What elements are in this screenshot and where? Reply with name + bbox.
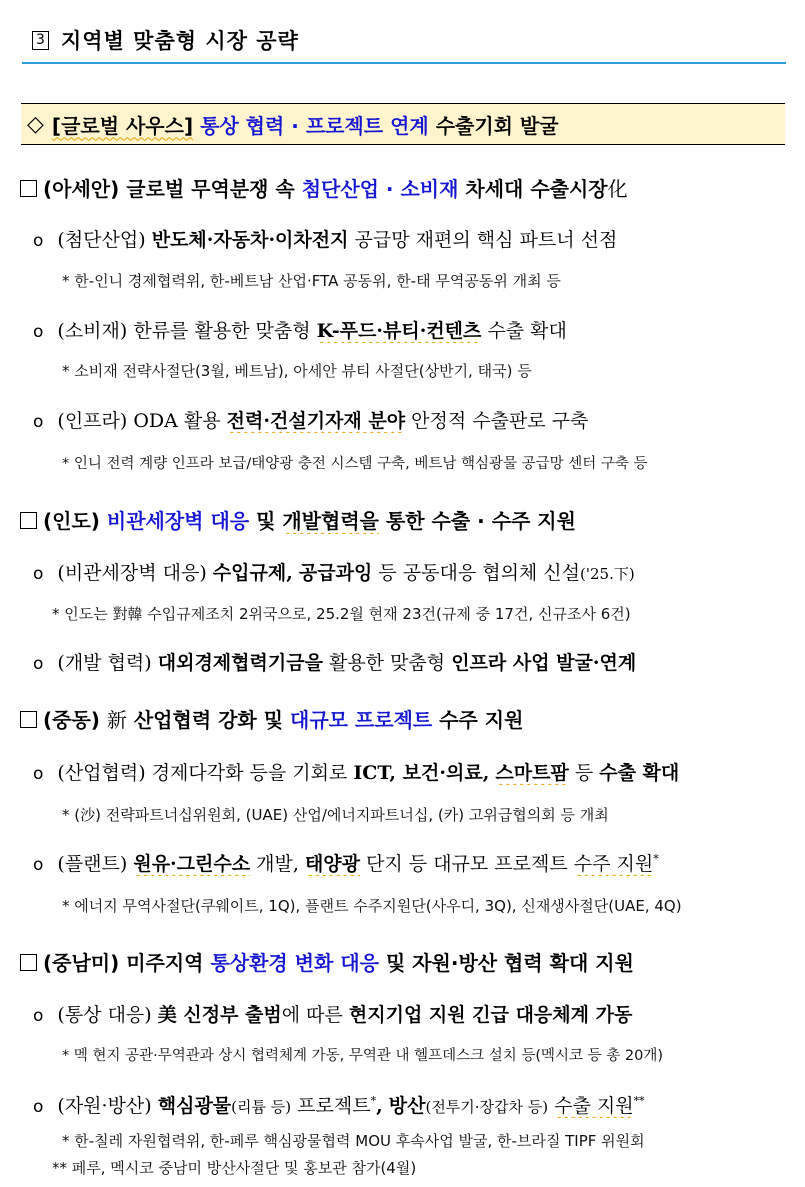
circle-bullet-icon: o [33,322,44,342]
subsection-prefix: [글로벌 사우스] [51,113,194,138]
subsection-banner [21,103,785,145]
circle-bullet-icon: o [33,412,44,432]
latam-item-resources: o (자원·방산) 핵심광물(리튬 등) 프로젝트*, 방산(전투기·장갑차 등) 수출 지원** [33,1094,645,1117]
circle-bullet-icon: o [33,764,44,784]
latam-note-1: * 멕 현지 공관·무역관과 상시 협력체계 가동, 무역관 내 헬프데스크 설치 등(멕시코 등 총 20개) [62,1048,664,1064]
section-title: 지역별 맞춤형 시장 공략 [61,29,299,53]
middle-east-item-plant: o (플랜트) 원유·그린수소 개발, 태양광 단지 등 대규모 프로젝트 수주 지원* [33,852,659,875]
square-bullet-icon [20,180,37,197]
india-note-1: * 인도는 對韓 수입규제조치 2위국으로, 25.2월 현재 23건(규제 중 17건, 신규조사 6건) [52,605,631,623]
square-bullet-icon [20,512,37,529]
asean-note-2: * 소비재 전략사절단(3월, 베트남), 아세안 뷰티 사절단(상반기, 태국) 등 [62,362,532,380]
circle-bullet-icon: o [33,1097,44,1117]
circle-bullet-icon: o [33,654,44,674]
square-bullet-icon [20,954,37,971]
section-number: 3 [32,31,49,50]
latam-heading: (중남미) 미주지역 통상환경 변화 대응 및 자원·방산 협력 확대 지원 [20,947,805,976]
asean-item-advanced: o (첨단산업) 반도체·자동차·이차전지 공급망 재편의 핵심 파트너 선점 [33,229,618,251]
circle-bullet-icon: o [33,564,44,584]
square-bullet-icon [20,711,37,728]
india-item-ntb: o (비관세장벽 대응) 수입규제, 공급과잉 등 공동대응 협의체 신설('25.下) [33,562,635,584]
circle-bullet-icon: o [33,855,44,875]
india-item-dev: o (개발 협력) 대외경제협력기금을 활용한 맞춤형 인프라 사업 발굴·연계 [33,652,637,674]
asean-note-1: * 한-인니 경제협력위, 한-베트남 산업·FTA 공동위, 한-태 무역공동위 개최 등 [62,272,561,290]
circle-bullet-icon: o [33,231,44,251]
diamond-icon: ◇ [27,111,44,137]
india-heading: (인도) 비관세장벽 대응 및 개발협력을 통한 수출 · 수주 지원 [20,505,805,534]
latam-note-3: ** 페루, 멕시코 중남미 방산사절단 및 홍보관 참가(4월) [52,1159,417,1177]
section-header [22,18,786,64]
latam-item-trade: o (통상 대응) 美 신정부 출범에 따른 현지기업 지원 긴급 대응체계 가동 [33,1004,633,1026]
circle-bullet-icon: o [33,1006,44,1026]
middle-east-heading: (중동) 新 산업협력 강화 및 대규모 프로젝트 수주 지원 [20,704,805,733]
subsection-suffix: 수출기회 발굴 [435,113,559,138]
middle-east-note-1: * (沙) 전략파트너십위원회, (UAE) 산업/에너지파트너십, (카) 고위급협의회 등 개최 [62,806,609,824]
asean-note-3: * 인니 전력 계량 인프라 보급/태양광 충전 시스템 구축, 베트남 핵심광물 공급망 센터 구축 등 [62,456,648,472]
latam-note-2: * 한-칠레 자원협력위, 한-페루 핵심광물협력 MOU 후속사업 발굴, 한-브라질 TIPF 위원회 [62,1132,645,1150]
middle-east-note-2: * 에너지 무역사절단(쿠웨이트, 1Q), 플랜트 수주지원단(사우디, 3Q), 신재생사절단(UAE, 4Q) [62,897,682,915]
asean-heading: (아세안) 글로벌 무역분쟁 속 첨단산업 · 소비재 차세대 수출시장化 [20,173,805,202]
middle-east-item-industry: o (산업협력) 경제다각화 등을 기회로 ICT, 보건·의료, 스마트팜 등 수출 확대 [33,762,680,784]
subsection-highlight: 통상 협력 · 프로젝트 연계 [200,113,429,138]
asean-item-infra: o (인프라) ODA 활용 전력·건설기자재 분야 안정적 수출판로 구축 [33,410,589,432]
asean-item-consumer: o (소비재) 한류를 활용한 맞춤형 K-푸드·뷰티·컨텐츠 수출 확대 [33,320,567,342]
